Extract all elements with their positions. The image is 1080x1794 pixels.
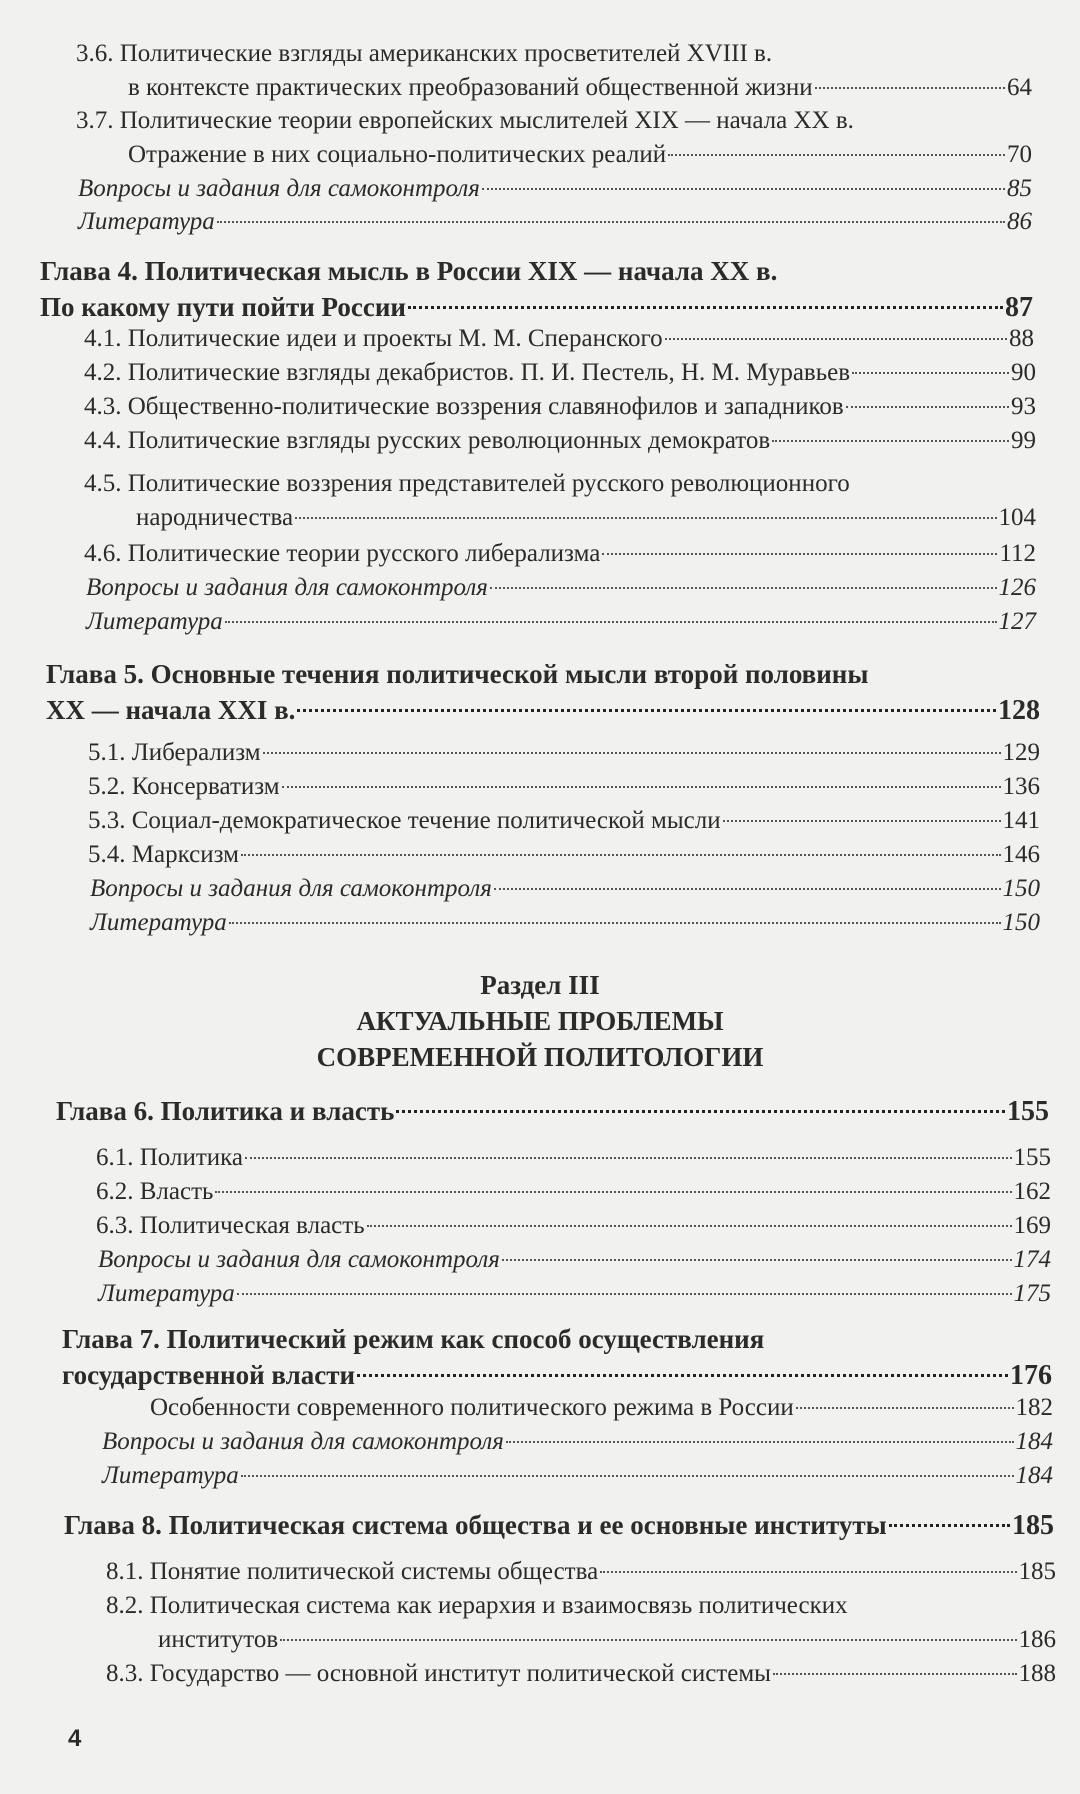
dot-leader xyxy=(396,1110,1005,1113)
toc-entry-line xyxy=(106,1589,1056,1623)
toc-entry-title: 6.3. Политическая власть xyxy=(96,1212,365,1239)
toc-section-entry xyxy=(150,1391,1053,1425)
toc-entry-line xyxy=(90,872,1040,906)
toc-entry-line xyxy=(84,537,1036,571)
toc-page-number: 146 xyxy=(1002,841,1040,868)
dot-leader xyxy=(408,306,1003,309)
toc-entry-line xyxy=(84,356,1036,390)
toc-entry-line xyxy=(106,1555,1056,1589)
dot-leader xyxy=(490,587,997,589)
toc-page-number: 169 xyxy=(1013,1212,1051,1239)
toc-entry-title: Глава 7. Политический режим как способ осуществления xyxy=(62,1324,765,1354)
toc-page-number: 93 xyxy=(1011,393,1036,420)
toc-section-entry xyxy=(88,736,1040,770)
toc-entry-title: народничества xyxy=(136,504,294,531)
toc-page-number: 141 xyxy=(1002,807,1040,834)
dot-leader xyxy=(796,1407,1014,1409)
dot-leader xyxy=(367,1225,1012,1227)
dot-leader xyxy=(229,922,1001,924)
toc-entry-title: 8.1. Понятие политической системы общества xyxy=(106,1558,599,1585)
dot-leader xyxy=(502,1259,1012,1261)
toc-entry-title: 6.1. Политика xyxy=(96,1144,243,1171)
toc-entry-line xyxy=(84,322,1034,356)
section-heading-line: АКТУАЛЬНЫЕ ПРОБЛЕМЫ xyxy=(356,1006,724,1036)
toc-entry-title: 5.1. Либерализм xyxy=(88,739,261,766)
toc-aux-entry xyxy=(90,872,1040,906)
toc-entry-title: XX — начала XXI в. xyxy=(46,695,296,725)
toc-section-entry xyxy=(84,537,1036,571)
toc-section-entry xyxy=(84,322,1034,356)
toc-section-entry xyxy=(84,424,1036,458)
toc-aux-entry xyxy=(98,1243,1051,1277)
toc-page-number: 184 xyxy=(1015,1428,1053,1455)
toc-entry-title: Глава 8. Политическая система общества и ее основные институты xyxy=(64,1510,887,1540)
toc-section-entry xyxy=(96,1209,1051,1243)
toc-entry-title: 6.2. Власть xyxy=(96,1178,214,1205)
toc-entry-line xyxy=(76,71,1032,105)
toc-page-number: 176 xyxy=(1010,1360,1052,1391)
toc-page-number: 90 xyxy=(1011,359,1036,386)
toc-page-number: 185 xyxy=(1018,1558,1056,1585)
toc-page-number: 150 xyxy=(1002,909,1040,936)
toc-entry-title: 3.6. Политические взгляды американских просветителей XVIII в. xyxy=(76,40,773,67)
toc-entry-line xyxy=(86,605,1036,639)
toc-aux-entry xyxy=(98,1277,1051,1311)
toc-section-entry xyxy=(76,104,1032,172)
toc-section-entry xyxy=(106,1657,1056,1691)
toc-entry-line xyxy=(150,1391,1053,1425)
dot-leader xyxy=(241,1475,1014,1477)
toc-entry-line xyxy=(46,692,1040,728)
toc-entry-title: Литература xyxy=(102,1462,239,1489)
toc-entry-title: Вопросы и задания для самоконтроля xyxy=(86,574,488,601)
dot-leader xyxy=(889,1524,1010,1527)
toc-entry-line xyxy=(76,138,1032,172)
toc-page-number: 186 xyxy=(1018,1626,1056,1653)
toc-entry-line xyxy=(88,838,1040,872)
toc-page-number: 127 xyxy=(998,608,1036,635)
dot-leader xyxy=(846,406,1009,408)
toc-entry-line xyxy=(90,906,1040,940)
toc-entry-title: институтов xyxy=(158,1626,279,1653)
toc-entry-title: 4.5. Политические воззрения представителей русского революционного xyxy=(84,470,850,497)
toc-entry-title: Глава 4. Политическая мысль в России XIX — начала XX в. xyxy=(40,256,778,286)
toc-entry-title: По какому пути пойти России xyxy=(40,292,406,322)
toc-page-number: 155 xyxy=(1007,1096,1049,1127)
dot-leader xyxy=(600,1571,1016,1573)
section-heading-line: СОВРЕМЕННОЙ ПОЛИТОЛОГИИ xyxy=(316,1042,764,1072)
toc-entry-line xyxy=(106,1657,1056,1691)
toc-entry-title: 8.2. Политическая система как иерархия и взаимосвязь политических xyxy=(106,1592,848,1619)
toc-page-number: 136 xyxy=(1002,773,1040,800)
toc-entry-title: Литература xyxy=(78,208,215,235)
toc-page-number: 87 xyxy=(1005,292,1033,323)
dot-leader xyxy=(482,188,1005,190)
toc-entry-title: Литература xyxy=(86,608,223,635)
toc-entry-line xyxy=(40,253,1033,289)
toc-page-number: 129 xyxy=(1002,739,1040,766)
toc-page-number: 70 xyxy=(1007,141,1032,168)
toc-entry-title: 4.4. Политические взгляды русских революционных демократов xyxy=(84,427,771,454)
dot-leader xyxy=(494,888,1001,890)
toc-entry-line xyxy=(40,289,1033,325)
toc-aux-entry xyxy=(78,205,1032,239)
dot-leader xyxy=(723,820,1001,822)
toc-entry-line xyxy=(84,424,1036,458)
dot-leader xyxy=(263,752,1001,754)
toc-aux-entry xyxy=(102,1425,1053,1459)
toc-entry-line xyxy=(88,736,1040,770)
toc-entry-line xyxy=(96,1209,1051,1243)
toc-page-number: 175 xyxy=(1013,1280,1051,1307)
toc-entry-line xyxy=(78,172,1032,206)
toc-entry-line xyxy=(84,467,1036,501)
toc-entry-line xyxy=(86,571,1036,605)
dot-leader xyxy=(245,1157,1012,1159)
toc-entry-title: Отражение в них социально-политических реалий xyxy=(128,141,667,168)
toc-aux-entry xyxy=(86,571,1036,605)
toc-chapter-entry xyxy=(64,1507,1054,1543)
toc-entry-line xyxy=(98,1277,1051,1311)
dot-leader xyxy=(225,621,997,623)
toc-page-number: 126 xyxy=(998,574,1036,601)
section-heading-line: Раздел III xyxy=(480,970,600,1000)
toc-entry-title: Глава 5. Основные течения политической мысли второй половины xyxy=(46,659,869,689)
toc-aux-entry xyxy=(86,605,1036,639)
toc-chapter-entry xyxy=(56,1093,1049,1129)
toc-page-number: 104 xyxy=(998,504,1036,531)
dot-leader xyxy=(602,553,997,555)
toc-entry-title: Особенности современного политического режима в России xyxy=(150,1394,794,1421)
dot-leader xyxy=(852,372,1009,374)
toc-entry-title: 5.4. Марксизм xyxy=(88,841,239,868)
toc-page-number: 162 xyxy=(1013,1178,1051,1205)
toc-entry-line xyxy=(76,104,1032,138)
toc-aux-entry xyxy=(78,172,1032,206)
toc-entry-title: 3.7. Политические теории европейских мыслителей XIX — начала XX в. xyxy=(76,107,854,134)
toc-entry-line xyxy=(84,390,1036,424)
toc-page-number: 99 xyxy=(1011,427,1036,454)
toc-entry-line xyxy=(78,205,1032,239)
dot-leader xyxy=(668,154,1005,156)
toc-entry-line xyxy=(64,1507,1054,1543)
toc-entry-title: Вопросы и задания для самоконтроля xyxy=(102,1428,504,1455)
dot-leader xyxy=(280,1639,1016,1641)
toc-entry-title: государственной власти xyxy=(62,1360,356,1390)
toc-entry-line xyxy=(88,770,1040,804)
toc-entry-title: Вопросы и задания для самоконтроля xyxy=(98,1246,500,1273)
toc-section-entry xyxy=(88,804,1040,838)
toc-page-number: 64 xyxy=(1007,74,1032,101)
dot-leader xyxy=(357,1374,1008,1377)
toc-entry-line xyxy=(96,1141,1051,1175)
toc-entry-title: 8.3. Государство — основной институт политической системы xyxy=(106,1660,771,1687)
toc-entry-title: Глава 6. Политика и власть xyxy=(56,1096,395,1126)
toc-section-entry xyxy=(88,838,1040,872)
toc-entry-line xyxy=(96,1175,1051,1209)
dot-leader xyxy=(506,1441,1014,1443)
toc-section-entry xyxy=(96,1141,1051,1175)
toc-section-entry xyxy=(106,1589,1056,1657)
toc-page-number: 188 xyxy=(1018,1660,1056,1687)
toc-section-entry xyxy=(84,356,1036,390)
dot-leader xyxy=(241,854,1001,856)
toc-aux-entry xyxy=(90,906,1040,940)
dot-leader xyxy=(297,709,996,712)
toc-entry-title: 4.6. Политические теории русского либерализма xyxy=(84,540,601,567)
toc-section-entry xyxy=(88,770,1040,804)
dot-leader xyxy=(282,786,1001,788)
toc-entry-line xyxy=(84,501,1036,535)
toc-entry-line xyxy=(102,1459,1053,1493)
toc-section-entry xyxy=(84,390,1036,424)
toc-page-number: 128 xyxy=(998,695,1040,726)
toc-section-entry xyxy=(106,1555,1056,1589)
toc-entry-title: 5.3. Социал-демократическое течение политической мысли xyxy=(88,807,721,834)
toc-section-entry xyxy=(84,467,1036,535)
toc-entry-line xyxy=(62,1357,1052,1393)
dot-leader xyxy=(237,1293,1012,1295)
dot-leader xyxy=(295,517,996,519)
toc-entry-line xyxy=(76,37,1032,71)
toc-page-number: 185 xyxy=(1012,1510,1054,1541)
toc-entry-line xyxy=(62,1321,1052,1357)
toc-page-number: 174 xyxy=(1013,1246,1051,1273)
toc-aux-entry xyxy=(102,1459,1053,1493)
dot-leader xyxy=(217,221,1005,223)
toc-entry-title: 4.2. Политические взгляды декабристов. П. И. Пестель, Н. М. Муравьев xyxy=(84,359,851,386)
toc-section-entry xyxy=(76,37,1032,105)
toc-page-number: 150 xyxy=(1002,875,1040,902)
toc-entry-line xyxy=(56,1093,1049,1129)
toc-section-entry xyxy=(96,1175,1051,1209)
toc-page-number: 184 xyxy=(1015,1462,1053,1489)
toc-chapter-entry xyxy=(46,656,1040,728)
toc-chapter-entry xyxy=(40,253,1033,325)
toc-page-number: 88 xyxy=(1009,325,1034,352)
toc-entry-title: Вопросы и задания для самоконтроля xyxy=(78,175,480,202)
toc-page-number: 85 xyxy=(1007,175,1032,202)
dot-leader xyxy=(815,87,1005,89)
page-number: 4 xyxy=(68,1725,82,1752)
dot-leader xyxy=(772,440,1009,442)
toc-page-number: 86 xyxy=(1007,208,1032,235)
toc-entry-line xyxy=(106,1623,1056,1657)
dot-leader xyxy=(665,338,1007,340)
toc-entry-line xyxy=(46,656,1040,692)
toc-entry-line xyxy=(102,1425,1053,1459)
toc-entry-title: Вопросы и задания для самоконтроля xyxy=(90,875,492,902)
toc-entry-title: 5.2. Консерватизм xyxy=(88,773,280,800)
toc-entry-title: Литература xyxy=(98,1280,235,1307)
toc-page-number: 182 xyxy=(1015,1394,1053,1421)
toc-entry-title: 4.3. Общественно-политические воззрения славянофилов и западников xyxy=(84,393,844,420)
toc-chapter-entry xyxy=(62,1321,1052,1393)
toc-page-number: 155 xyxy=(1013,1144,1051,1171)
dot-leader xyxy=(773,1673,1017,1675)
section-heading xyxy=(0,967,1080,1075)
toc-entry-line xyxy=(98,1243,1051,1277)
dot-leader xyxy=(215,1191,1011,1193)
toc-entry-title: 4.1. Политические идеи и проекты М. М. Сперанского xyxy=(84,325,663,352)
toc-page-number: 112 xyxy=(999,540,1036,567)
toc-entry-title: Литература xyxy=(90,909,227,936)
toc-entry-line xyxy=(88,804,1040,838)
toc-entry-title: в контексте практических преобразований общественной жизни xyxy=(128,74,813,101)
